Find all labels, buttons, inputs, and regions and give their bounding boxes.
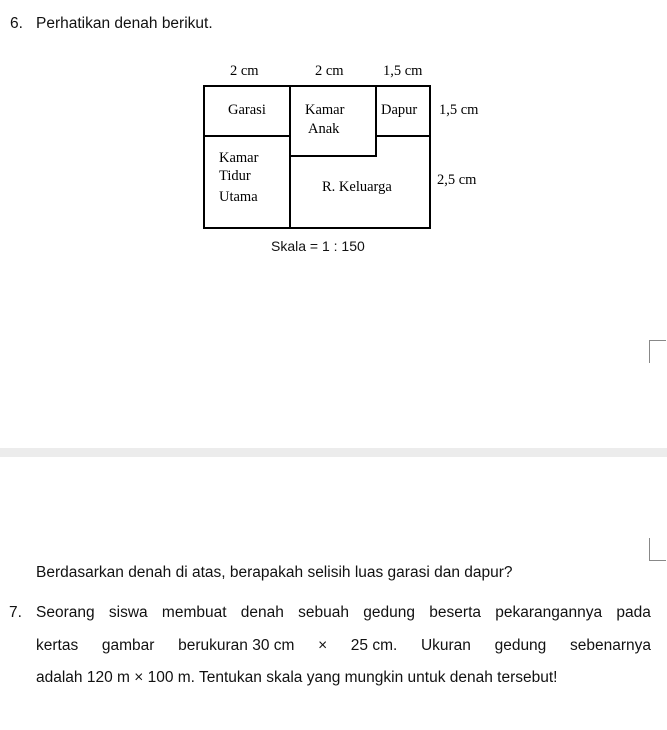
q7-word: sebenarnya [569,637,651,654]
label-kamar-tidur-3: Utama [219,189,258,205]
q7-word: pada [616,604,651,621]
q7-word: sebuah [298,604,350,621]
q7-word: Ukuran [420,637,471,654]
page-corner-mark-top [649,340,666,363]
q7-word: gedung [494,637,547,654]
q7-word: membuat [161,604,227,621]
q7-word: × [318,637,328,654]
q7-word: berukuran 30 cm [178,637,295,654]
label-kamar-tidur-2: Tidur [219,168,251,184]
q7-word: gedung [363,604,416,621]
q7-word: Seorang [36,604,95,621]
label-keluarga: R. Keluarga [322,179,392,195]
label-kamar-anak-1: Kamar [305,102,345,118]
room-divider [375,135,431,137]
q7-word: gambar [101,637,155,654]
q7-word: pekarangannya [495,604,603,621]
dimension-right-bottom: 2,5 cm [437,172,477,188]
q7-word: 25 cm. [350,637,398,654]
q7-word: kertas [36,637,79,654]
dimension-top-kamar-anak: 2 cm [315,63,344,79]
label-kamar-anak-2: Anak [308,121,340,137]
page-separator [0,448,667,457]
question-6-text: Perhatikan denah berikut. [36,15,213,32]
label-dapur: Dapur [381,102,418,118]
label-kamar-tidur-1: Kamar [219,150,259,166]
question-7-number: 7. [9,604,22,621]
question-7-line-1 [36,604,651,622]
question-6-number: 6. [10,15,23,32]
question-6-prompt: Berdasarkan denah di atas, berapakah selisih luas garasi dan dapur? [36,564,513,581]
question-7-line-3: adalah 120 m × 100 m. Tentukan skala yang mungkin untuk denah tersebut! [36,669,558,686]
dimension-top-garasi: 2 cm [230,63,259,79]
question-7-line-2 [36,637,651,655]
scale-label: Skala = 1 : 150 [271,238,365,254]
q7-word: siswa [108,604,148,621]
dimension-right-top: 1,5 cm [439,102,479,118]
q7-word: beserta [429,604,481,621]
q7-word: denah [240,604,284,621]
page-corner-mark-bottom [649,538,666,561]
label-garasi: Garasi [228,102,266,118]
dimension-top-dapur: 1,5 cm [383,63,423,79]
